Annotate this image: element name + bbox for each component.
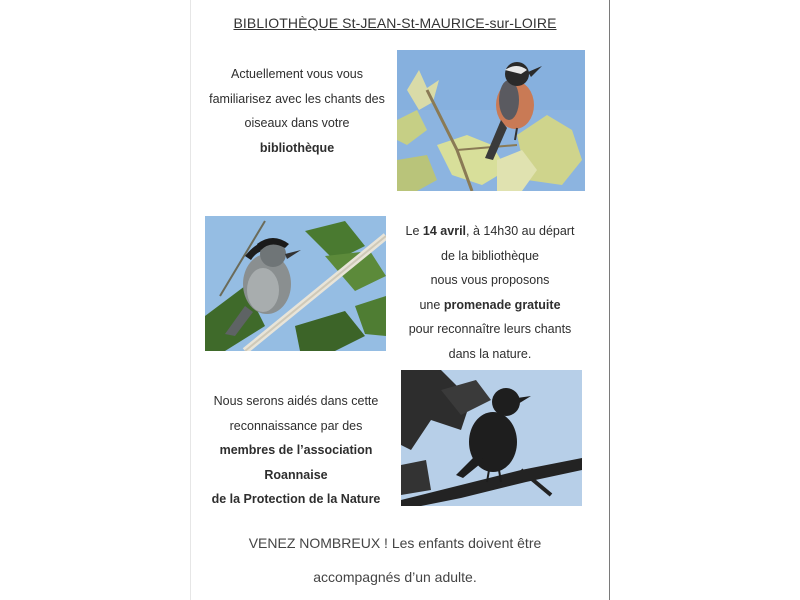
- assoc-bold-1: membres de l’association: [219, 443, 373, 457]
- walk-line-3: nous vous proposons: [430, 273, 550, 287]
- assoc-line-2: reconnaissance par des: [229, 418, 363, 433]
- page-edge-left: [190, 0, 191, 600]
- intro-line-3: oiseaux dans votre: [244, 116, 350, 130]
- redstart-bird-photo: [397, 50, 585, 191]
- footer-line-1: VENEZ NOMBREUX ! Les enfants doivent être: [248, 535, 542, 551]
- assoc-line-1: Nous serons aidés dans cette: [213, 394, 379, 408]
- intro-line-2: familiarisez avec les chants des: [209, 91, 385, 106]
- walk-line-6: dans la nature.: [448, 346, 532, 361]
- walk-line-date: [390, 219, 590, 244]
- walk-line-4: [390, 293, 590, 318]
- page-edge-right: [609, 0, 610, 600]
- intro-bold-line: bibliothèque: [259, 140, 335, 155]
- flyer-title: BIBLIOTHÈQUE St-JEAN-St-MAURICE-sur-LOIRE: [233, 15, 557, 31]
- blackcap-bird-photo: [205, 216, 386, 351]
- walk-line-2: de la bibliothèque: [441, 248, 539, 263]
- walk-date: 14 avril: [422, 224, 467, 238]
- walk-time: , à 14h30 au départ: [466, 224, 575, 238]
- bird-silhouette-photo: [401, 370, 582, 506]
- walk-line-5: pour reconnaître leurs chants: [408, 322, 572, 336]
- walk-line-4-prefix: une: [419, 297, 444, 312]
- assoc-bold-3: de la Protection de la Nature: [211, 492, 381, 506]
- walk-free-label: promenade gratuite: [443, 297, 561, 312]
- association-text: [196, 389, 396, 512]
- walk-date-prefix: Le: [405, 224, 423, 238]
- footer-line-2: accompagnés d’un adulte.: [313, 569, 477, 585]
- assoc-bold-2: Roannaise: [264, 467, 328, 482]
- intro-text: [198, 62, 396, 160]
- intro-line-1: Actuellement vous vous: [230, 67, 363, 81]
- walk-announcement-text: [390, 219, 590, 366]
